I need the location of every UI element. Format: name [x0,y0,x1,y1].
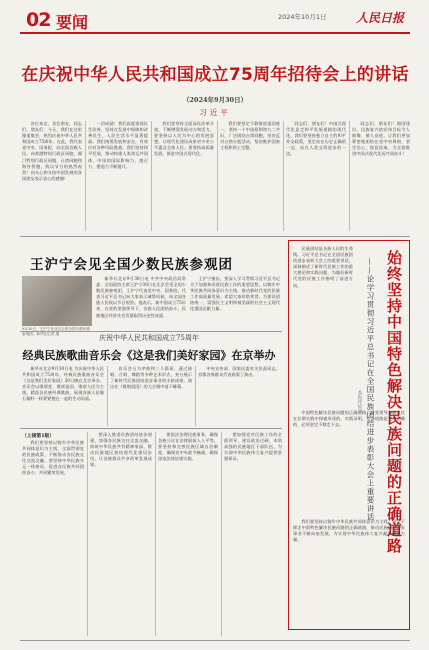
commentary-body: 民族团结是各族人民的生命线。习近平总书记在全国民族团结进步表彰大会上的重要讲话，深刻阐述了新时代民族工作的重大理论和实践问题，为做好新时代党的民族工作指明了前进方向。 [293,246,353,288]
main-article-title: 在庆祝中华人民共和国成立75周年招待会上的讲话 [21,65,409,85]
column-divider [87,432,88,636]
section-divider [20,236,410,237]
concert-article-title: 经典民族歌曲音乐会《这是我们美好家园》在京举办 [22,349,276,362]
issue-date: 2024年10月1日 [278,13,327,21]
wang-article-title: 王沪宁会见全国少数民族参观团 [30,257,233,273]
wang-article-body: 新华社北京9月30日电 中共中央政治局常委、全国政协主席王沪宁30日在北京会见全国少数民族参观团。王沪宁代表党中央、国务院，代表习近平总书记向大家表示诚挚问候，向全国各族人民致以节日祝贺。他表示，新中国成立75年来，在党的坚强领导下，各族人民团结奋斗，民族地区经济社会发展取得历史性成就。 [96,276,186,318]
section-divider [20,331,282,332]
main-article-column-1: 各位来宾，各位朋友，同志们、朋友们：今天，我们在这里隆重集会，热烈庆祝中华人民共和国成立75周年。在此，我代表党中央、国务院，向全国各族人民，向香港特别行政区同胞、澳门特别行政区同胞、台湾同胞和海外侨胞，致以节日的热烈祝贺！向关心和支持中国发展的各国朋友表示衷心的感谢！ [22,121,82,181]
column-divider [195,366,196,426]
continued-article-col-4: 要加强党对民族工作的全面领导，建设政治过硬、本领高强的民族地区干部队伍，为实现中华民族伟大复兴提供坚强保证。 [224,432,282,462]
section-title: 要闻 [56,13,89,32]
column-divider [151,121,152,231]
commentary-title: 始终坚持中国特色解决民族问题的正确道路 [385,250,403,554]
continued-article-col-3: 要依法治理民族事务，确保各族公民在法律面前人人平等。要坚持和完善民族区域自治制度，确保党中央政令畅通，确保国家法律法规实施。 [158,432,218,462]
commentary-author: 本报评论员 [357,390,362,413]
main-article-column-3: 我们要坚持全面深化改革开放，不断增强发展动力和活力。要坚持以人民为中心的发展思想，让现代化建设成果更多更公平惠及全体人民。要坚持高质量发展，推进中国式现代化。 [154,121,214,157]
main-article-author: 习近平 [199,108,231,117]
continued-article-col-1: 我们要坚持以铸牢中华民族共同体意识为主线，全面贯彻党的民族政策，不断推动各民族交往交流交融。要坚持中华民族多元一体格局，促进各民族共同团结奋斗、共同繁荣发展。 [22,440,84,476]
wang-article-body-2: 王沪宁指出，要深入学习贯彻习近平总书记关于加强和改进民族工作的重要思想，以铸牢中华民族共同体意识为主线，推动新时代党的民族工作高质量发展。希望大家珍惜荣誉，为建设团结统一、富强民主文明和谐美丽的社会主义现代化强国贡献力量。 [190,276,280,312]
main-article-column-2: 一切成就！我们高度重视民生改善，坚持在发展中保障和改善民生，人民生活水平显著提高。我们统筹发展和安全，有效应对各种风险挑战。我们坚持和平发展，推动构建人类命运共同体，中国的国际影响力、感召力、塑造力不断提升。 [88,121,148,169]
main-article-column-4: 我们要坚定不移推进祖国统一，坚持一个中国原则和九二共识，广泛团结台湾同胞，坚决反对台独分裂活动，坚决维护国家主权和领土完整。 [220,121,280,151]
page-number: 02 [26,9,51,31]
main-article-date: （2024年9月30日） [182,96,248,104]
main-article-column-6: 同志们、朋友们！强国建设、民族复兴的宏伟目标令人鼓舞、催人奋进。让我们更加紧密地团结在党中央周围，坚定信心，锐意进取，为全面推进中国式现代化而共同奋斗！ [352,121,410,157]
meeting-photo [22,276,92,326]
column-divider [107,366,108,426]
photo-caption: 9月30日，王沪宁在北京会见全国少数民族参观团。新华社记者 摄 [22,327,90,336]
continued-article-col-2: 要深入推进民族团结进步创建，加强各民族交往交流交融，构筑中华民族共有精神家园，推动民族地区加快现代化建设步伐，让各族群众共享改革发展成果。 [90,432,152,468]
header-rule [20,32,410,34]
footer-rule [20,640,410,641]
commentary-subtitle: ——论学习贯彻习近平总书记在全国民族团结进步表彰大会上重要讲话 [366,258,375,522]
masthead-logo: 人民日报 [356,11,405,25]
column-divider [155,432,156,636]
commentary-body-3: 我们要坚持以铸牢中华民族共同体意识为主线，坚定不移走中国特色解决民族问题的正确道路，推动民族团结进步事业不断向前发展，为实现中华民族伟大复兴凝聚磅礴力量。 [293,519,405,543]
main-article-column-5: 同志们、朋友们！中国式现代化是走和平发展道路的现代化。我们要坚持独立自主的和平外交政策，坚定站在历史正确的一边，站在人类文明进步的一边。 [286,121,346,157]
column-divider [217,121,218,231]
concert-article-body-3: 中央宣传部、国家民委有关负责同志，首都各界群众代表观看了演出。 [198,366,280,378]
column-divider [349,121,350,231]
commentary-body-2: 中国特色解决民族问题的正确道路，是党领导各族人民在长期实践中探索形成的。实践证明，这条道路是完全正确的，必须坚定不移走下去。 [293,410,405,428]
continued-tag: （上接第1版） [22,433,55,439]
concert-article-body: 新华社北京9月30日电 为庆祝中华人民共和国成立75周年，经典民族歌曲音乐会《这是我们美好家园》30日晚在北京举办。音乐会以歌颂党、歌颂祖国、歌颂人民为主线，精选各民族经典歌曲，展现各族人民像石榴籽一样紧紧抱在一起的生动局面。 [22,366,104,402]
column-divider [221,432,222,636]
column-divider [283,121,284,231]
column-divider [85,121,86,231]
concert-article-subtitle: 庆祝中华人民共和国成立75周年 [99,334,199,342]
section-divider [20,428,282,429]
concert-article-body-2: 音乐会分为序曲和三个篇章，通过独唱、合唱、舞蹈等多种艺术形式，充分展示了新时代民族团结进步事业的丰硕成果。演出在《歌唱祖国》的大合唱中落下帷幕。 [110,366,192,390]
